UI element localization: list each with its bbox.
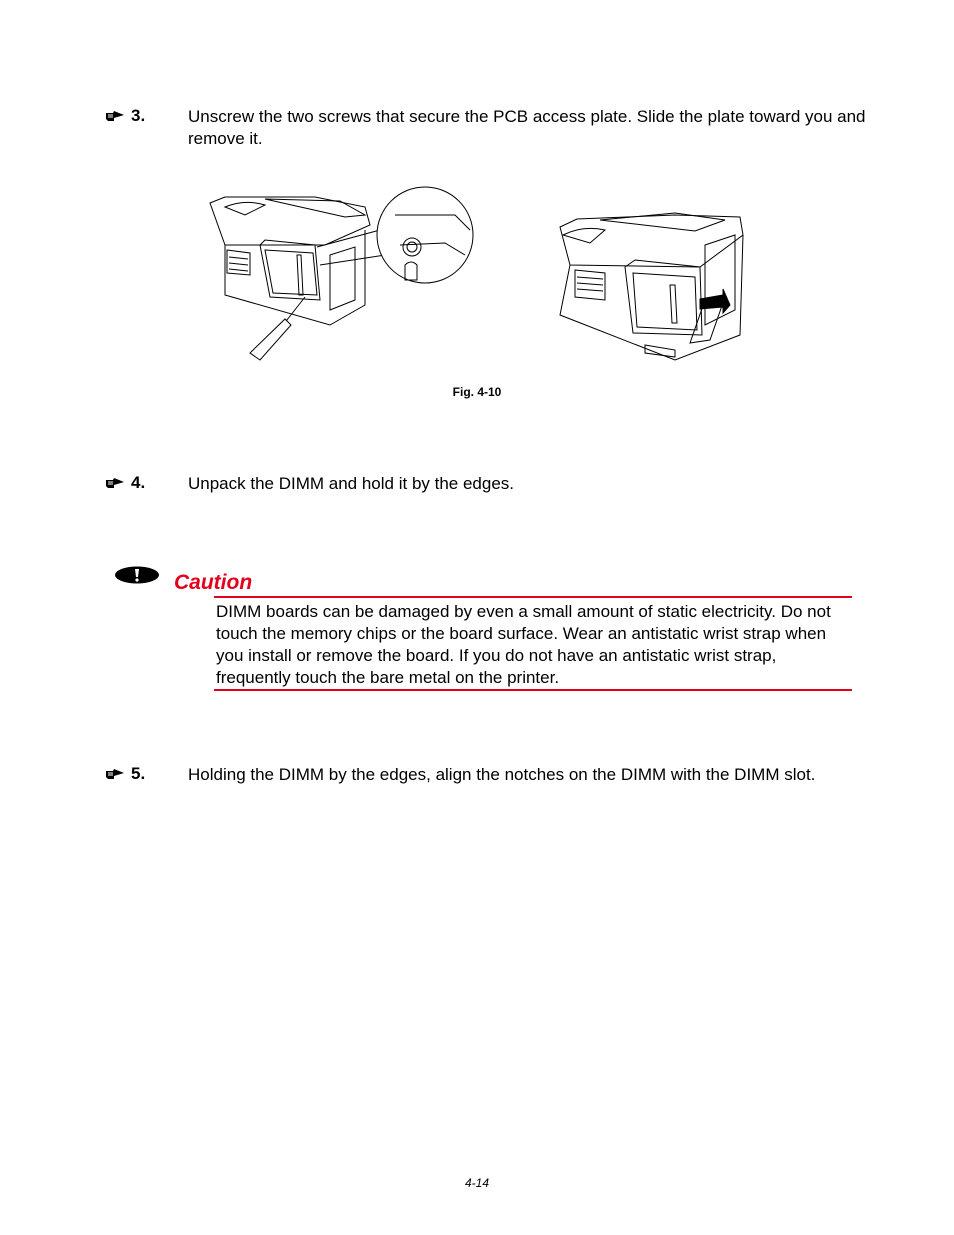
step-3-text: Unscrew the two screws that secure the PCB access plate. Slide the plate toward you and remove it. xyxy=(188,107,866,148)
caution-text: DIMM boards can be damaged by even a small amount of static electricity. Do not touch the memory chips or the board surface. Wear an antistatic wrist strap when you install or remove the board. If you do not have an antistatic wrist strap, frequently touch the bare metal on the printer. xyxy=(216,602,831,687)
caution-top-rule xyxy=(214,596,852,598)
step-5-number: 5. xyxy=(131,764,146,783)
step-3-marker xyxy=(105,106,145,126)
step-5-text: Holding the DIMM by the edges, align the notches on the DIMM with the DIMM slot. xyxy=(188,765,816,784)
caution-title: Caution xyxy=(174,571,253,594)
pointing-hand-icon xyxy=(105,476,125,490)
step-4-text: Unpack the DIMM and hold it by the edges. xyxy=(188,474,515,493)
pointing-hand-icon xyxy=(105,109,125,123)
step-4-number: 4. xyxy=(131,473,146,492)
printer-with-screwdriver-illustration xyxy=(210,187,473,360)
figure-caption: Fig. 4-10 xyxy=(452,385,502,399)
caution-exclamation-icon xyxy=(114,566,160,584)
page-number: 4-14 xyxy=(464,1176,490,1190)
printer-plate-removed-illustration xyxy=(560,213,743,360)
pointing-hand-icon xyxy=(105,767,125,781)
figure-4-10 xyxy=(205,185,750,365)
step-3-number: 3. xyxy=(131,106,146,125)
caution-bottom-rule xyxy=(214,689,852,691)
step-4-marker xyxy=(105,473,145,493)
step-5-marker xyxy=(105,764,145,784)
